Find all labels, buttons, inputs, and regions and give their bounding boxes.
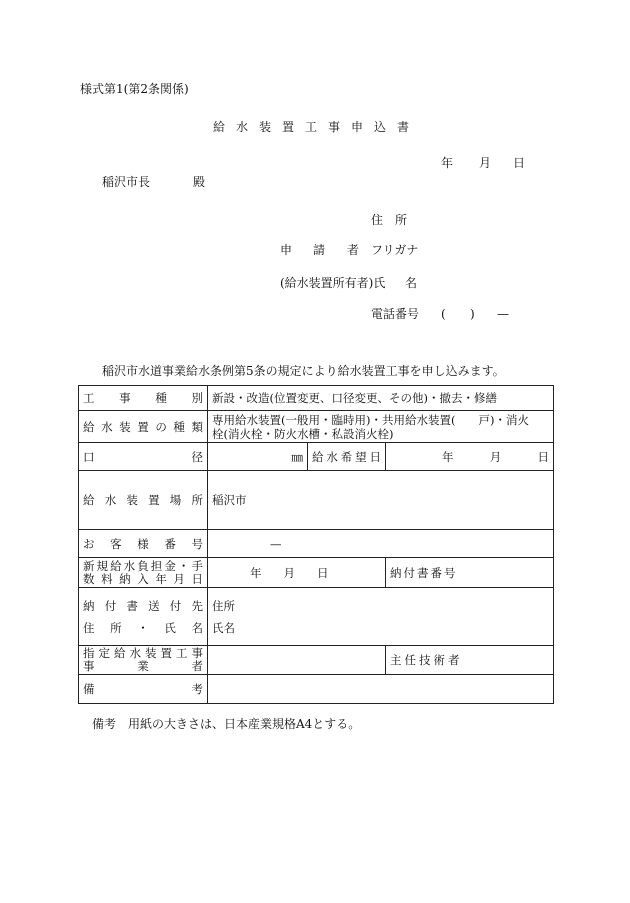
row-customer-number (79, 530, 554, 558)
row-work-type (79, 386, 554, 411)
contractor-label (79, 646, 208, 675)
device-type-label: 給水装置の種類 (79, 411, 208, 443)
desired-date-field[interactable] (386, 443, 554, 471)
mm-unit: ㎜ (291, 449, 303, 464)
payment-date-label (79, 558, 208, 588)
owner-name-label: (給水装置所有者)氏 (280, 276, 386, 290)
applicant-label-3: 者 (347, 243, 360, 257)
date-month-label: 月 (479, 156, 492, 170)
remarks-label: 備考 (79, 675, 208, 704)
device-type-line-1: 専用給水装置(一般用・臨時用)・共用給水装置( 戸)・消火 (212, 412, 529, 427)
row-location (79, 471, 554, 530)
send-to-name-label: 氏名 (212, 620, 235, 635)
engineer-label: 主任技術者 (390, 653, 463, 667)
desired-date-label: 給水希望日 (308, 443, 386, 471)
addressee: 稲沢市長 (102, 175, 151, 189)
desired-day-label: 日 (537, 449, 550, 464)
date-year-label: 年 (441, 156, 454, 170)
date-day-label: 日 (513, 156, 526, 170)
furigana-label: フリガナ (371, 243, 419, 257)
diameter-field[interactable] (208, 443, 308, 471)
phone-dash: — (497, 307, 509, 321)
work-type-options[interactable]: 新設・改造(位置変更、口径変更、その他)・撤去・修繕 (208, 386, 554, 411)
payment-date-label-line-2: 数料納入年月日 (83, 571, 203, 586)
honorific: 殿 (193, 175, 206, 189)
phone-paren-open: ( (441, 307, 446, 321)
send-to-label-line-2: 住所・氏名 (83, 620, 203, 635)
form-title: 給水装置工事申込書 (213, 120, 421, 134)
contractor-field[interactable] (208, 646, 386, 675)
location-label: 給水装置場所 (79, 471, 208, 530)
form-number: 様式第1(第2条関係) (80, 82, 189, 96)
desired-year-label: 年 (442, 449, 454, 464)
payment-day-label: 日 (317, 565, 329, 580)
customer-number-dash: — (270, 536, 282, 551)
row-remarks (79, 675, 554, 704)
row-payment-date (79, 558, 554, 588)
row-send-to (79, 588, 554, 646)
payment-month-label: 月 (283, 565, 295, 580)
diameter-label: 口径 (79, 443, 208, 471)
applicant-label-1: 申 (280, 243, 293, 257)
desired-month-label: 月 (489, 449, 502, 464)
contractor-label-line-2: 事業者 (83, 659, 203, 673)
address-label: 住 所 (371, 213, 408, 227)
payment-year-label: 年 (250, 565, 262, 580)
name-label: 名 (405, 276, 418, 290)
payment-date-field[interactable] (208, 558, 386, 588)
send-to-field[interactable] (208, 588, 554, 646)
contractor-label-line-1: 指定給水装置工事 (83, 646, 203, 660)
device-type-line-2: 栓(消火栓・防火水槽・私設消火栓) (212, 426, 394, 441)
phone-label: 電話番号 (371, 307, 420, 321)
engineer-cell[interactable] (386, 646, 554, 675)
invoice-number-cell[interactable] (386, 558, 554, 588)
row-diameter (79, 443, 554, 471)
work-type-label: 工事種別 (79, 386, 208, 411)
row-device-type (79, 411, 554, 443)
payment-date-label-line-1: 新規給水負担金・手 (83, 558, 203, 573)
intro-text: 稲沢市水道事業給水条例第5条の規定により給水装置工事を申し込みます。 (102, 364, 505, 378)
send-to-address-label: 住所 (212, 598, 235, 613)
footnote: 備考 用紙の大きさは、日本産業規格A4とする。 (92, 717, 361, 731)
invoice-number-label: 納付書番号 (390, 565, 458, 580)
customer-number-field[interactable] (208, 530, 554, 558)
phone-paren-close: ) (470, 307, 475, 321)
send-to-label (79, 588, 208, 646)
send-to-label-line-1: 納付書送付先 (83, 598, 203, 613)
customer-number-label: お客様番号 (79, 530, 208, 558)
application-form-table (78, 385, 554, 704)
applicant-label-2: 請 (313, 243, 326, 257)
device-type-options[interactable] (208, 411, 554, 443)
remarks-field[interactable] (208, 675, 554, 704)
location-field[interactable]: 稲沢市 (208, 471, 554, 530)
row-contractor (79, 646, 554, 675)
